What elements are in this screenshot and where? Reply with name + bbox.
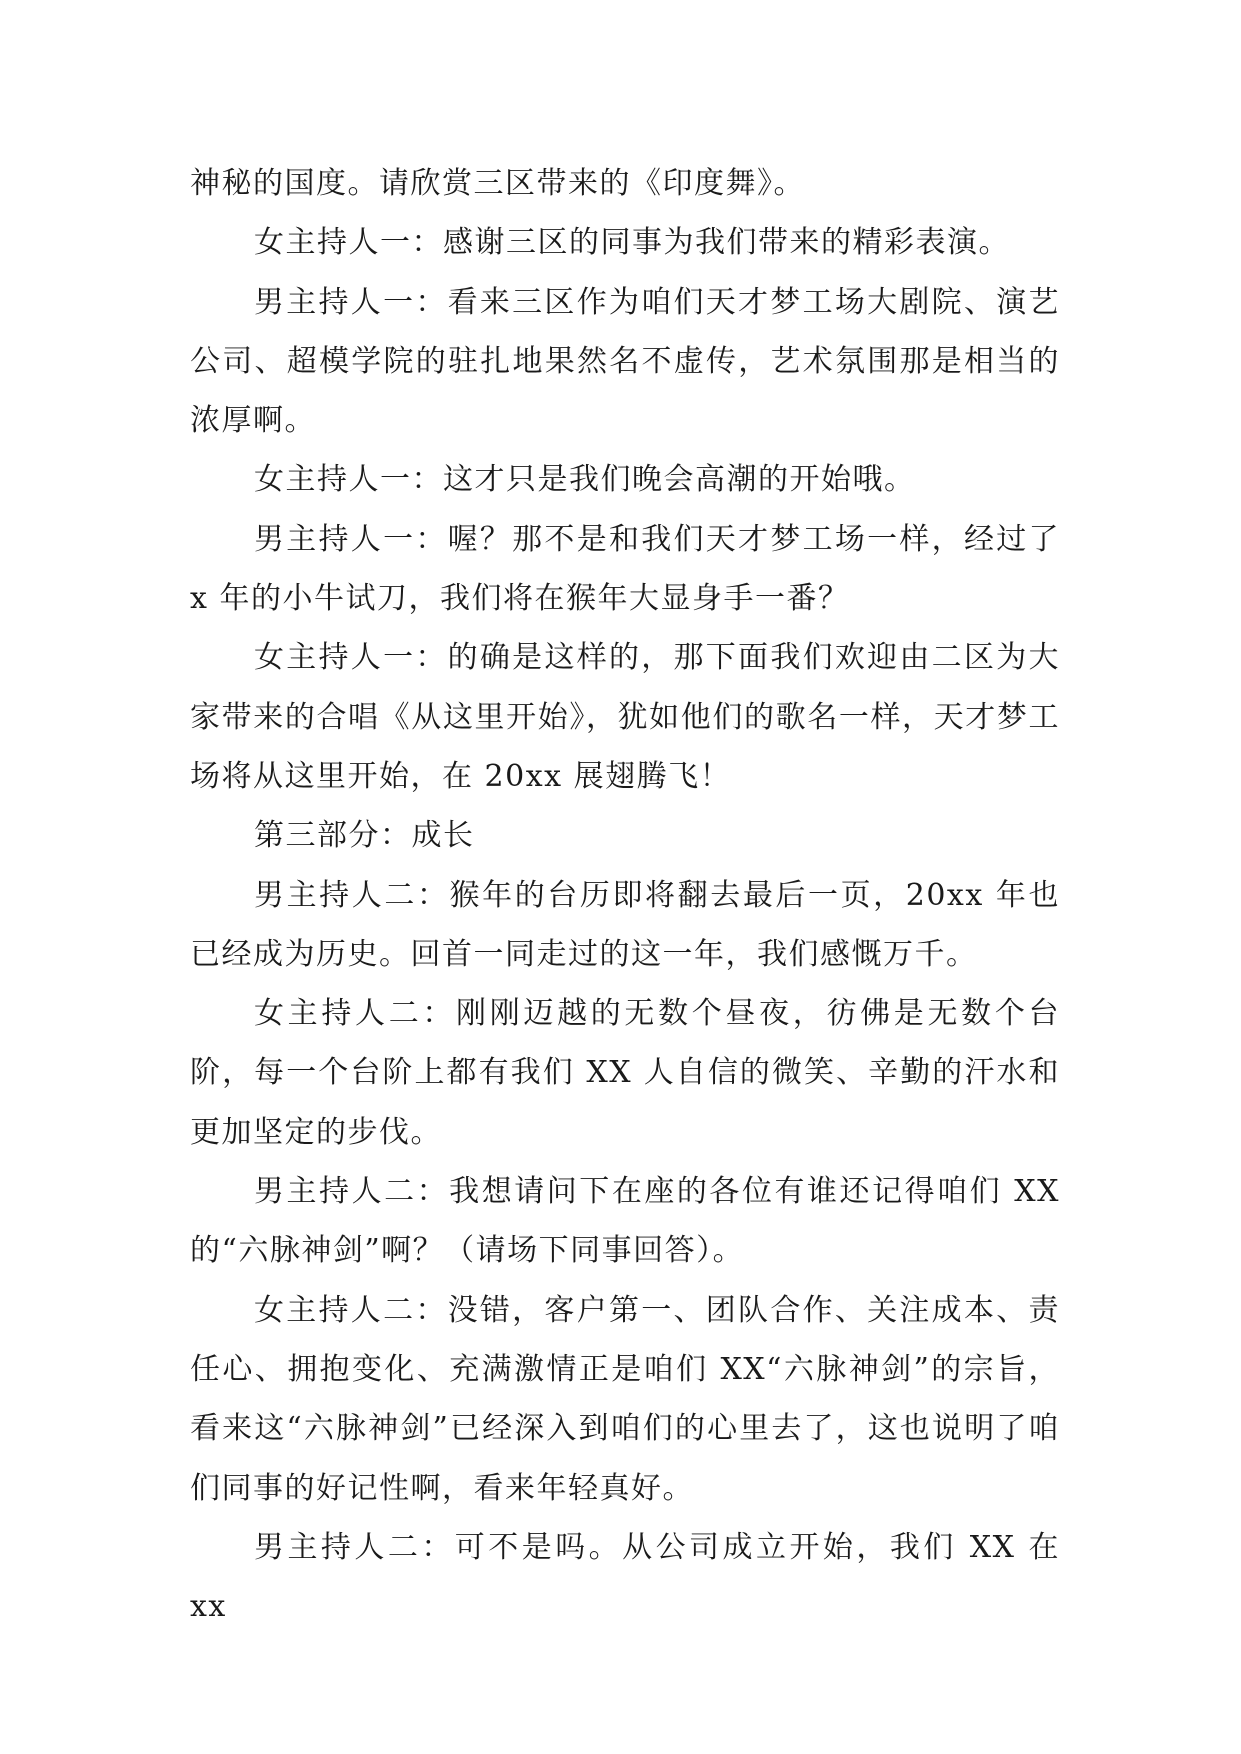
paragraph: 男主持人二：可不是吗。从公司成立开始，我们 XX 在 xx (190, 1529, 1060, 1625)
section-heading: 第三部分：成长 (254, 818, 475, 854)
paragraph: 女主持人二：刚刚迈越的无数个昼夜，彷佛是无数个台阶，每一个台阶上都有我们 XX 人自信的微笑、辛勤的汗水和更加坚定的步伐。 (190, 996, 1060, 1150)
paragraph: 女主持人一：感谢三区的同事为我们带来的精彩表演。 (254, 225, 1010, 261)
paragraph: 神秘的国度。请欣赏三区带来的《印度舞》。 (190, 166, 805, 201)
paragraph: 女主持人一：的确是这样的，那下面我们欢迎由二区为大家带来的合唱《从这里开始》，犹如他们的歌名一样，天才梦工场将从这里开始，在 20xx 展翅腾飞！ (190, 640, 1060, 794)
paragraph: 男主持人二：我想请问下在座的各位有谁还记得咱们 XX 的“六脉神剑”啊？（请场下同事回答）。 (190, 1174, 1060, 1269)
paragraph: 男主持人一：看来三区作为咱们天才梦工场大剧院、演艺公司、超模学院的驻扎地果然名不虚传，艺术氛围那是相当的浓厚啊。 (190, 284, 1060, 439)
document-body (190, 154, 1060, 1636)
paragraph: 女主持人二：没错，客户第一、团队合作、关注成本、责任心、拥抱变化、充满激情正是咱们 XX“六脉神剑”的宗旨，看来这“六脉神剑”已经深入到咱们的心里去了，这也说明了咱们同事的好记性啊，看来年轻真好。 (190, 1292, 1060, 1506)
paragraph: 男主持人一：喔？那不是和我们天才梦工场一样，经过了 x 年的小牛试刀，我们将在猴年大显身手一番？ (190, 521, 1060, 617)
paragraph: 男主持人二：猴年的台历即将翻去最后一页，20xx 年也已经成为历史。回首一同走过的这一年，我们感慨万千。 (190, 877, 1060, 972)
paragraph: 女主持人一：这才只是我们晚会高潮的开始哦。 (254, 462, 916, 498)
